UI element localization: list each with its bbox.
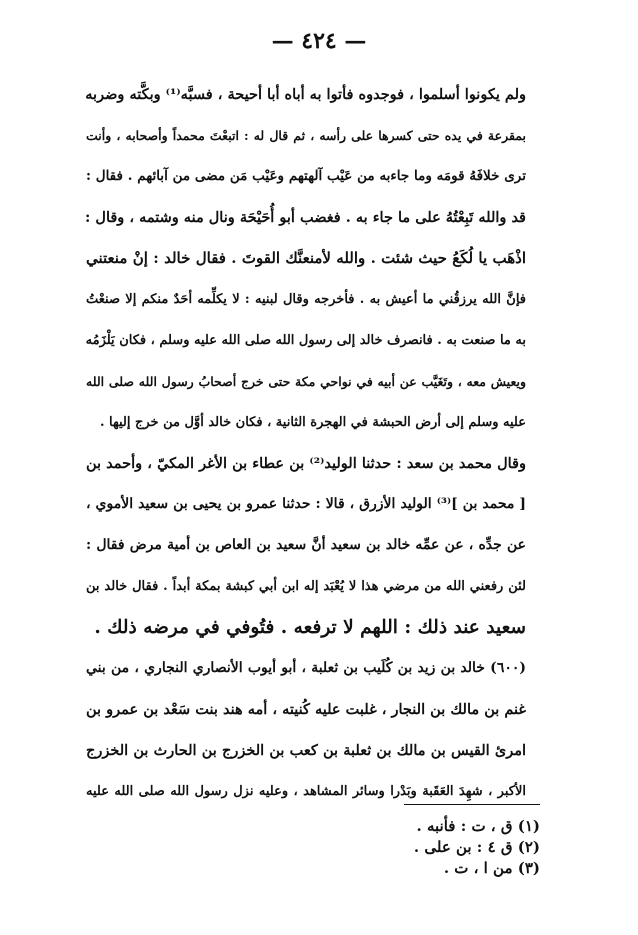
text-line: ويعيش معه ، وتَغَيَّب عن أبيه في نواحي مكة حتى خرج أصحابُ رسول الله صلى الله (86, 374, 526, 389)
text-line: اذْهَب يا لُكَعُ حيث شئت . والله لأمنعنَّك القوتَ . فقال خالد : إنْ منعتني (86, 249, 526, 267)
text-line: عن جدِّه ، عن عمِّه خالد بن سعيد أنَّ سعيد بن العاص بن أمية مرض فقال : (86, 537, 526, 553)
text-line: امرئ القيس بن مالك بن ثعلبة بن كعب بن الخزرج بن الحارث بن الخزرج (86, 742, 526, 759)
footnotes (300, 816, 540, 879)
text-line: غنم بن مالك بن النجار ، غلبت عليه كُنيته ، أمه هند بنت سَعْد بن عمرو بن (86, 701, 526, 718)
footnote-divider (404, 804, 540, 805)
text-line: بمقرعة في يده حتى كسرها على رأسه ، ثم قال له : اتبعْتَ محمداً وأصحابه ، وأنت (86, 128, 526, 143)
text-line: [ محمد بن ]⁽³⁾ الوليد الأزرق ، قالا : حدثنا عمرو بن يحيى بن سعيد الأموي ، (86, 496, 526, 512)
main-text (86, 74, 526, 812)
footnote: (١) ق ، ت : فأنبه . (416, 817, 540, 835)
page-number: — ٤٢٤ — (271, 28, 367, 54)
text-line: قد والله تَبِعْتُهُ على ما جاء به . فغضب أبو أُحَيْحَة ونال منه وشتمه ، وقال : (85, 209, 526, 226)
text-line: ترى خلافَهُ قومَه وما جاءبه من عَيْب آلهتهم وعَيْب مَن مضى من آبائهم . فقال : (86, 168, 526, 184)
text-line: ولم يكونوا أسلموا ، فوجدوه فأتوا به أباه أبا أحيحة ، فسبَّه⁽¹⁾ وبكَّته وضربه (85, 86, 526, 103)
text-line: عليه وسلم إلى أرض الحبشة في الهجرة الثانية ، فكان خالد أوَّل من خرج إليها . (99, 415, 526, 430)
text-line: (٦٠٠) خالد بن زيد بن كُلَيب بن ثعلبة ، أبو أيوب الأنصاري النجاري ، من بني (86, 660, 526, 676)
footnote: (٢) ق ٤ : بن على . (413, 838, 540, 856)
footnote: (٣) من ا ، ت . (443, 859, 540, 877)
text-line: وقال محمد بن سعد : حدثنا الوليد⁽²⁾ بن عطاء بن الأغر المكيّ ، وأحمد بن (86, 455, 526, 472)
text-line: الأكبر ، شهِدَ العَقَبة وبَدْرا وسائر المشاهد ، وعليه نزل رسول الله صلى الله عليه (86, 784, 526, 799)
text-line: سعيد عند ذلك : اللهم لا ترفعه . فتُوفي في مرضه ذلك . (94, 617, 526, 638)
text-line: به ما صنعت به . فانصرف خالد إلى رسول الله صلى الله عليه وسلم ، فكان يَلْزَمُه (85, 333, 526, 348)
text-line: فإنَّ الله يرزقُني ما أعيش به . فأخرجه وقال لبنيه : لا يكلِّمه أحَدٌ منكم إلا صنعْتُ (86, 292, 526, 307)
text-line: لئن رفعني الله من مرضي هذا لا يُعْبَد إله ابن أبي كبشة بمكة أبداً . فقال خالد بن (86, 579, 526, 594)
